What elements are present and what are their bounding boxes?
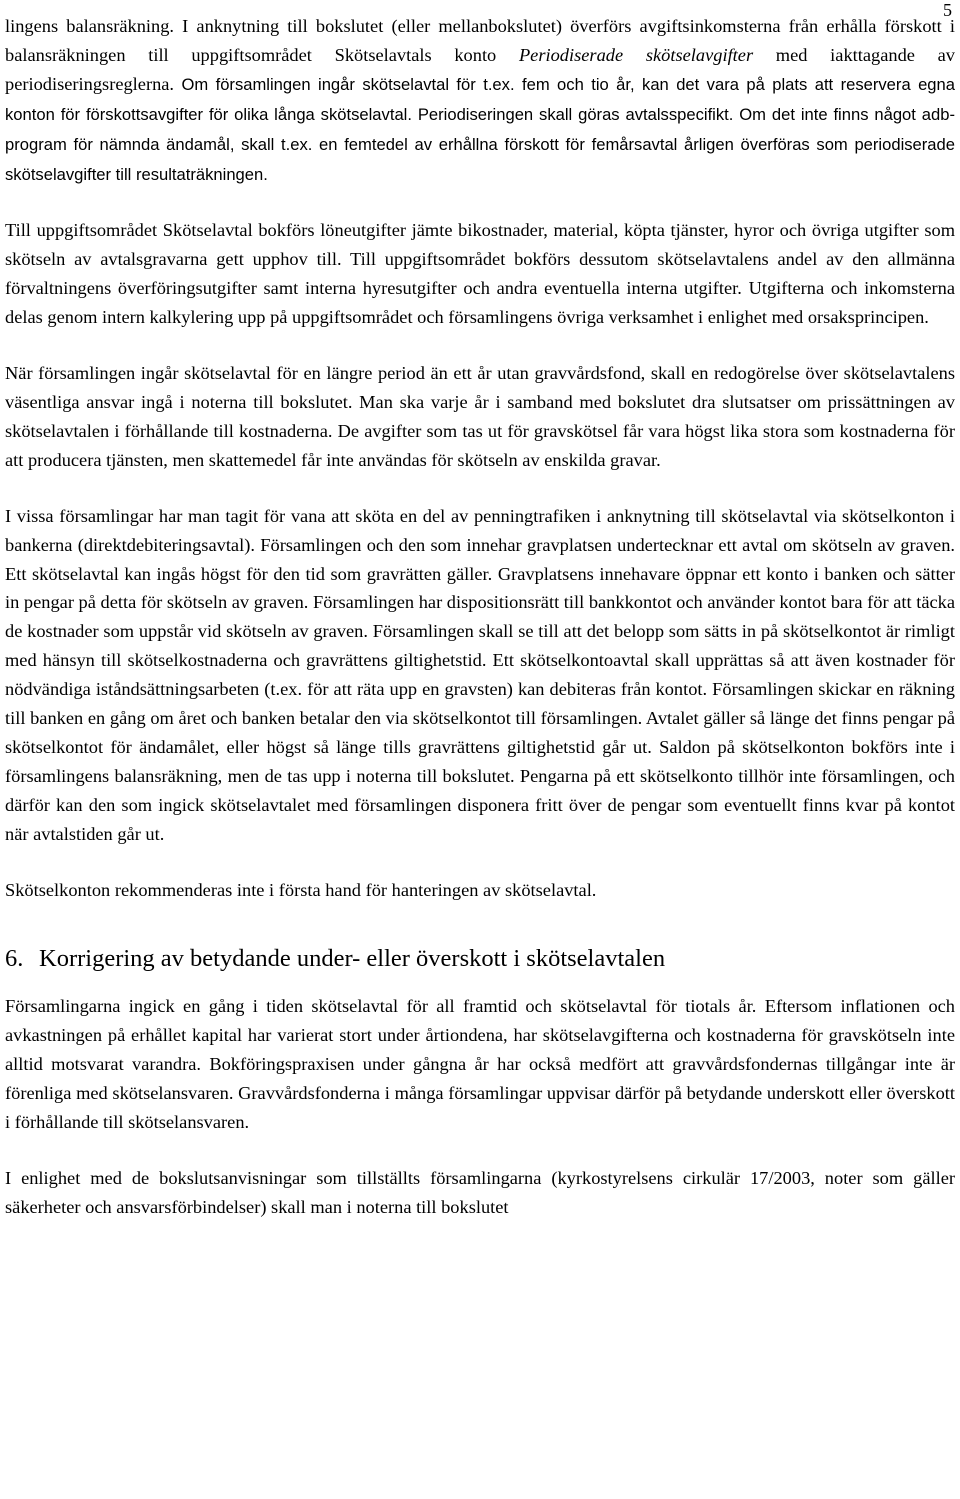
section-title: Korrigering av betydande under- eller överskott i skötselavtalen (39, 945, 666, 973)
paragraph-accrual (5, 12, 955, 189)
paragraph-accrual-text-a: lingens balansräkning. I anknytning till bokslutet (eller mellanbokslutet) överförs avgiftsinkomsterna från erhålla förskott i balansräkningen till uppgiftsområdet Skötselavtals konto (5, 16, 955, 65)
paragraph-care-accounts: I vissa församlingar har man tagit för vana att sköta en del av penningtrafiken i anknytning till skötselavtal via skötselkonton i bankerna (direktdebiteringsavtal). Församlingen och den som innehar gravplatsen undertecknar ett avtal om skötseln av graven. Ett skötselavtal kan ingås högst för den tid som gravrätten gäller. Gravplatsens innehavare öppnar ett konto i banken och sätter in pengar på detta för skötseln av graven. Församlingen har dispositionsrätt till bankkontot och använder kontot bara för att täcka de kostnader som uppstår vid skötseln av graven. Församlingen skall se till att det belopp som sätts in på skötselkontot är rimligt med hänsyn till skötselkostnaderna och gravrättens giltighetstid. Ett skötselkontoavtal skall upprättas så att även kostnader för nödvändiga iståndsättningsarbeten (t.ex. för att räta upp en gravsten) kan debiteras från kontot. Församlingen skickar en räkning till banken en gång om året och banken betalar den via skötselkontot till församlingen. Avtalet gäller så länge det finns pengar på skötselkontot för ändamålet, eller högst så länge tills gravrättens giltighetstid går ut. Saldon på skötselkonton bokförs inte i församlingens balansräkning, men de tas upp i noterna till bokslutet. Pengarna på ett skötselkonto tillhör inte församlingen, och därför kan den som ingick skötselavtalet med församlingen disponera fritt över de pengar som eventuellt finns kvar på kontot när avtalstiden går ut. (5, 505, 955, 844)
paragraph-closing-instructions: I enlighet med de bokslutsanvisningar som tillställts församlingarna (kyrkostyrelsens cirkulär 17/2003, noter som gäller säkerheter och ansvarsförbindelser) skall man i noterna till bokslutet (5, 1168, 955, 1217)
paragraph-accrual-italic: Periodiserade skötselavgifter (518, 44, 754, 65)
paragraph-accrual-text-b: med iakttagande av periodiseringsreglerna. (5, 44, 955, 94)
page-number: 5 (943, 0, 952, 20)
section-number: 6. (5, 945, 24, 973)
paragraph-long-term-agreements: När församlingen ingår skötselavtal för en längre period än ett år utan gravvårdsfond, skall en redogörelse över skötselavtalens väsentliga ansvar ingå i noterna till bokslutet. Man ska varje år i samband med bokslutet dra slutsatser om prissättningen av skötselavtalen i förhållande till kostnaderna. De avgifter som tas ut för gravskötsel får vara högst lika stora som kostnaderna för att producera tjänsten, men skattemedel får inte användas för skötseln av enskilda gravar. (5, 363, 955, 470)
paragraph-expenses: Till uppgiftsområdet Skötselavtal bokförs löneutgifter jämte bikostnader, material, köpta tjänster, hyror och övriga utgifter som skötseln av avtalsgravarna gett upphov till. Till uppgiftsområdet bokförs dessutom skötselavtalens andel av den allmänna förvaltningens överföringsutgifter samt interna hyresutgifter och andra eventuella interna utgifter. Utgifterna och inkomsterna delas genom intern kalkylering upp på uppgiftsområdet och församlingens övriga verksamhet i enlighet med orsaksprincipen. (5, 220, 955, 328)
paragraph-accrual-sans-text: Om församlingen ingår skötselavtal för t.ex. fem och tio år, kan det vara på plats att reservera egna konton för förskottsavgifter för olika långa skötselavtal. Periodiseringen skall göras avtalsspecifikt. Om det inte finns något adb-program för nämnda ändamål, skall t.ex. en femtedel av erhållna förskott för femårsavtal årligen överföras som periodiserade skötselavgifter till resultaträkningen. (5, 74, 955, 184)
paragraph-historical-agreements: Församlingarna ingick en gång i tiden skötselavtal för all framtid och skötselavtal för tiotals år. Eftersom inflationen och avkastningen på erhållet kapital har varierat stort under årtiondena, har skötselavgifterna och kostnaderna för gravskötseln inte alltid motsvarat varandra. Bokföringspraxisen under gångna år har också medfört att gravvårdsfondernas tillgångar inte är förenliga med skötselansvaren. Gravvårdsfonderna i många församlingar uppvisar därför på betydande underskott eller överskott i förhållande till skötselansvaren. (5, 996, 955, 1133)
document-page (5, 12, 955, 1222)
paragraph-recommendation: Skötselkonton rekommenderas inte i första hand för hanteringen av skötselavtal. (5, 879, 597, 900)
section-heading (5, 944, 955, 974)
